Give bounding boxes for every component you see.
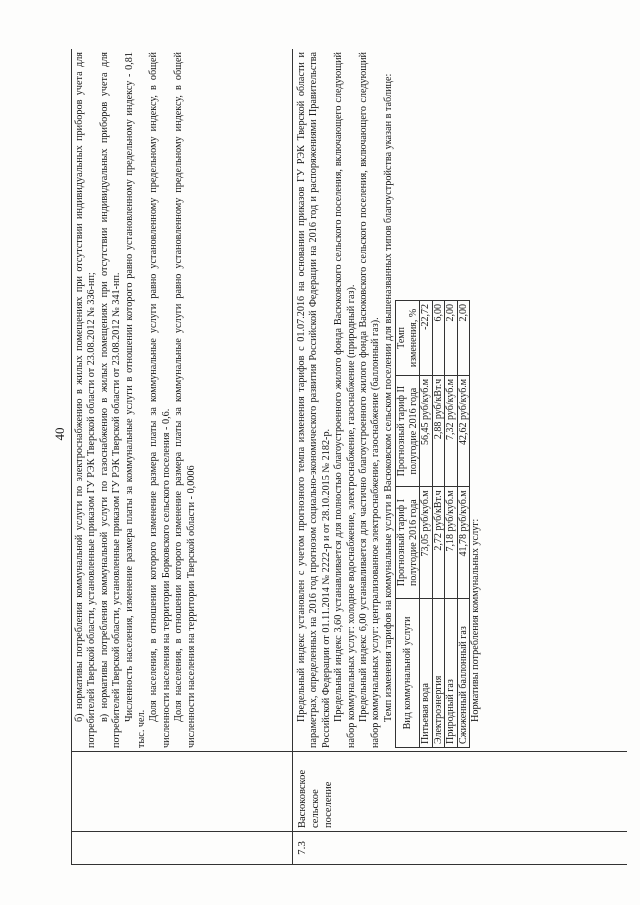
section-number: 7.3	[296, 841, 308, 855]
paragraph: Доля населения, в отношении которого изменение размера платы за коммунальные услуги равно установленному предельному индексу, в общей численности населения на территории Борковского сельского поселения - 0,6.	[148, 52, 172, 748]
table-cell: 41,78 руб/куб.м	[457, 487, 470, 599]
row-divider	[292, 49, 293, 864]
table-row	[457, 301, 470, 748]
table-row	[445, 301, 458, 748]
paragraph: Доля населения, в отношении которого изменение размера платы за коммунальные услуги равно установленному предельному индексу, в общей численности населения на территории Тверской области - 0,0006	[173, 52, 197, 748]
column-divider	[72, 751, 627, 752]
table-row	[420, 301, 433, 748]
paragraph: б) нормативы потребления коммунальной услуги по электроснабжению в жилых помещениях при отсутствии индивидуальных приборов учета для потребителей Тверской области, установленные приказом ГУ РЭК Тверской области от 23.08.2012 № 336-нп;	[74, 52, 98, 748]
table-cell: 6,00	[432, 301, 445, 376]
table-cell: Питьевая вода	[420, 598, 433, 747]
section-text	[296, 52, 483, 748]
page-number: 40	[52, 427, 67, 441]
tariff-table-header	[396, 301, 420, 748]
document-table	[71, 49, 627, 865]
tariff-table	[395, 300, 470, 748]
table-cell: 2,72 руб/кВт.ч	[432, 487, 445, 599]
continuation-text	[74, 52, 198, 748]
paragraph: Нормативы потребления коммунальных услуг:	[470, 518, 482, 722]
table-cell: 73,05 руб/куб.м	[420, 487, 433, 599]
table-cell: -22,72	[420, 301, 433, 376]
paragraph: Темп изменения тарифов на коммунальные услуги в Васюковском сельском поселении для вышеназванных типов благоустройства указан в таблице:	[382, 73, 394, 722]
paragraph: Предельный индекс 3,60 устанавливается для полностью благоустроенного жилого фонда Васюковского сельского поселения, включающего следующий набор коммунальных услуг: холодное водоснабжение, электроснабжение, газоснабжение (природный газ).	[333, 52, 357, 748]
table-cell: 56,45 руб/куб.м	[420, 375, 433, 487]
table-cell: 7,18 руб/куб.м	[445, 487, 458, 599]
table-cell: 2,00	[445, 301, 458, 376]
table-cell: Сжиженный баллонный газ	[457, 598, 470, 747]
rotated-document	[48, 0, 628, 880]
table-cell: Электроэнергия	[432, 598, 445, 747]
paragraph: в) нормативы потребления коммунальной услуги по газоснабжению в жилых помещениях при отсутствии индивидуальных приборов учета для потребителей Тверской области, установленные приказом ГУ РЭК Тверской области от 23.08.2012 № 341-нп.	[98, 52, 123, 748]
paragraph: Предельный индекс установлен с учетом прогнозного темпа изменения тарифов с 01.07.2016 на основании приказов ГУ РЭК Тверской области и параметрах, определенных на 2016 год прогнозом социально-экономического развития Российской Федерации на 2016 год и распоряжениями Правительства Российской Федерации от 01.11.2014 № 2222-р и от 28.10.2015 № 2182-р.	[296, 52, 332, 748]
table-cell: Природный газ	[445, 598, 458, 747]
table-cell: 7,32 руб/куб.м	[445, 375, 458, 487]
header-cell: Темп изменения, %	[396, 301, 420, 376]
table-cell: 42,62 руб/куб.м	[457, 375, 470, 487]
header-cell: Вид коммунальной услуги	[396, 598, 420, 747]
paragraph: Предельный индекс 6,00 устанавливается для частично благоустроенного жилого фонда Васюковского сельского поселения, включающего следующий набор коммунальных услуг: централизованное электроснабжение, газоснабжение (баллонный газ).	[358, 52, 382, 748]
table-cell: 2,88 руб/кВт.ч	[432, 375, 445, 487]
section-name: Васюковское сельское поселение	[297, 769, 334, 828]
header-cell: Прогнозный тариф II полугодие 2016 года	[396, 375, 420, 487]
paragraph: Численность населения, изменение размера платы за коммунальные услуги в отношении которого равно установленному предельному индексу - 0,81 тыс. чел.	[123, 52, 148, 748]
table-row	[432, 301, 445, 748]
column-divider	[72, 831, 627, 832]
header-cell: Прогнозный тариф I полугодие 2016 года	[396, 487, 420, 599]
table-cell: 2,00	[457, 301, 470, 376]
